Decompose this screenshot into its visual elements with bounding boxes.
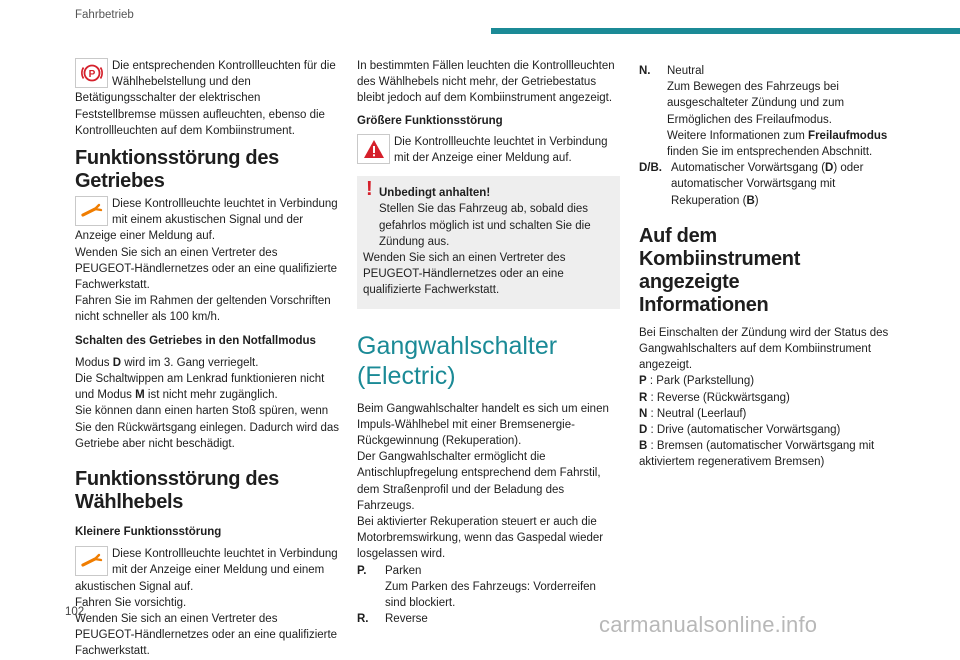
- heading-kombiinstrument: Auf dem Kombiinstrument angezeigte Informationen: [639, 224, 801, 316]
- def-key-db: D/B.: [639, 162, 662, 175]
- notfall-line-1: Modus D wird im 3. Gang verriegelt.: [75, 356, 259, 369]
- running-header: Fahrbetrieb: [75, 9, 134, 21]
- heading-groesser: Größere Funktionsstörung: [357, 114, 503, 127]
- wrench-icon: [75, 196, 108, 226]
- intro-text: Die entsprechenden Kontrollleuchten für die Wählhebelstellung und den Betätigungsschalter der elektrischen Feststellbremse müssen aufleuchten, ebenso die Kontrollleuchten auf dem Kombiinstrument.: [75, 60, 336, 137]
- col2-intro: In bestimmten Fällen leuchten die Kontrollleuchten des Wählhebels nicht mehr, der Getriebestatus bleibt jedoch auf dem Kombiinstrument angezeigt.: [357, 60, 615, 105]
- page-number: 102: [65, 606, 85, 618]
- getriebe-block: [75, 196, 340, 245]
- list-item: P : Park (Parkstellung): [639, 375, 755, 388]
- watermark: carmanualsonline.info: [599, 612, 818, 637]
- def-db: [639, 160, 901, 209]
- def-title-p: Parken: [385, 564, 422, 577]
- def-n: [639, 63, 901, 160]
- section-title-gangwahlschalter: Gangwahlschalter (Electric): [357, 331, 558, 390]
- kombi-text: Bei Einschalten der Zündung wird der Status des Gangwahlschalters auf dem Kombiinstrument angezeigt.: [639, 326, 889, 372]
- def-key-r: R.: [357, 613, 369, 626]
- gws-body-3: Bei aktivierter Rekuperation steuert er auch die Motorbremswirkung, wenn das Gaspedal wieder losgelassen wird.: [357, 516, 604, 561]
- notfall-line-2: Die Schaltwippen am Lenkrad funktionieren nicht und Modus M ist nicht mehr zugänglich.: [75, 373, 325, 402]
- status-list: [639, 373, 901, 470]
- getriebe-text: Diese Kontrollleuchte leuchtet in Verbindung mit einem akustischen Signal und der Anzeige einer Meldung auf.: [75, 198, 338, 243]
- warning-title: Unbedingt anhalten!: [379, 187, 491, 200]
- list-item: B : Bremsen (automatischer Vorwärtsgang mit aktiviertem regenerativem Bremsen): [639, 440, 875, 469]
- warning-box: [357, 176, 620, 308]
- kleiner-text: Diese Kontrollleuchte leuchtet in Verbindung mit der Anzeige einer Meldung und einem akustischen Signal auf.: [75, 548, 338, 593]
- def-key-p: P.: [357, 564, 367, 577]
- column-1: [75, 58, 340, 660]
- heading-notfall: Schalten des Getriebes in den Notfallmodus: [75, 334, 316, 347]
- heading-kleiner: Kleinere Funktionsstörung: [75, 526, 222, 539]
- def-text-db: Automatischer Vorwärtsgang (D) oder automatischer Vorwärtsgang mit Rekuperation (B): [671, 162, 864, 207]
- kleiner-text-3: Wenden Sie sich an einen Vertreter des PEUGEOT-Händlernetzes oder an eine qualifizierte Fachwerkstatt.: [75, 613, 338, 658]
- gws-body-2: Der Gangwahlschalter ermöglicht die Antischlupfregelung entsprechend dem Fahrstil, dem Straßenprofil und der Beladung des Fahrzeugs.: [357, 451, 601, 512]
- groesser-block: [357, 134, 620, 166]
- heading-waehlhebel: Funktionsstörung des Wählhebels: [75, 468, 280, 514]
- gws-body-1: Beim Gangwahlschalter handelt es sich um einen Impuls-Wählhebel mit einer Bremsenergie-Rückgewinnung (Rekuperation).: [357, 402, 609, 448]
- def-title-r: Reverse: [385, 613, 428, 626]
- header-accent-bar: [491, 28, 960, 34]
- list-item: R : Reverse (Rückwärtsgang): [639, 391, 790, 404]
- kleiner-block: [75, 546, 340, 595]
- column-3: [639, 63, 901, 471]
- heading-getriebe: Funktionsstörung des Getriebes: [75, 147, 280, 193]
- wrench-icon: [75, 546, 108, 576]
- parking-brake-warning-icon: [75, 58, 108, 88]
- warning-triangle-icon: [357, 134, 390, 164]
- def-p: [357, 563, 620, 612]
- list-item: N : Neutral (Leerlauf): [639, 407, 747, 420]
- def-key-n: N.: [639, 65, 651, 77]
- warning-text-2: Wenden Sie sich an einen Vertreter des PEUGEOT-Händlernetzes oder an eine qualifizierte Fachwerkstatt.: [363, 252, 566, 297]
- def-r: [357, 611, 620, 627]
- groesser-text: Die Kontrollleuchte leuchtet in Verbindung mit der Anzeige einer Meldung auf.: [394, 135, 608, 165]
- getriebe-text-2: Wenden Sie sich an einen Vertreter des PEUGEOT-Händlernetzes oder an eine qualifizierte Fachwerkstatt.: [75, 246, 338, 292]
- def-title-n: Neutral: [667, 65, 705, 77]
- list-item: D : Drive (automatischer Vorwärtsgang): [639, 424, 841, 437]
- column-2: [357, 58, 620, 627]
- def-text-n-2: Weitere Informationen zum Freilaufmodus finden Sie im entsprechenden Abschnitt.: [667, 129, 888, 159]
- getriebe-text-3: Fahren Sie im Rahmen der geltenden Vorschriften nicht schneller als 100 km/h.: [75, 295, 331, 324]
- warning-text-a: Stellen Sie das Fahrzeug ab, sobald dies gefahrlos möglich ist und schalten Sie die Zündung aus.: [379, 203, 591, 248]
- exclamation-icon: !: [366, 178, 373, 201]
- kleiner-text-2: Fahren Sie vorsichtig.: [75, 596, 187, 609]
- def-text-n: Zum Bewegen des Fahrzeugs bei ausgeschalteter Zündung und zum Ermöglichen des Freilaufmodus.: [667, 81, 845, 126]
- svg-text:P: P: [88, 69, 95, 80]
- def-text-p: Zum Parken des Fahrzeugs: Vorderreifen sind blockiert.: [385, 580, 596, 610]
- intro-block: [75, 58, 340, 139]
- notfall-line-3: Sie können dann einen harten Stoß spüren, wenn Sie den Rückwärtsgang einlegen. Dadurch wird das Getriebe aber nicht beschädigt.: [75, 405, 340, 450]
